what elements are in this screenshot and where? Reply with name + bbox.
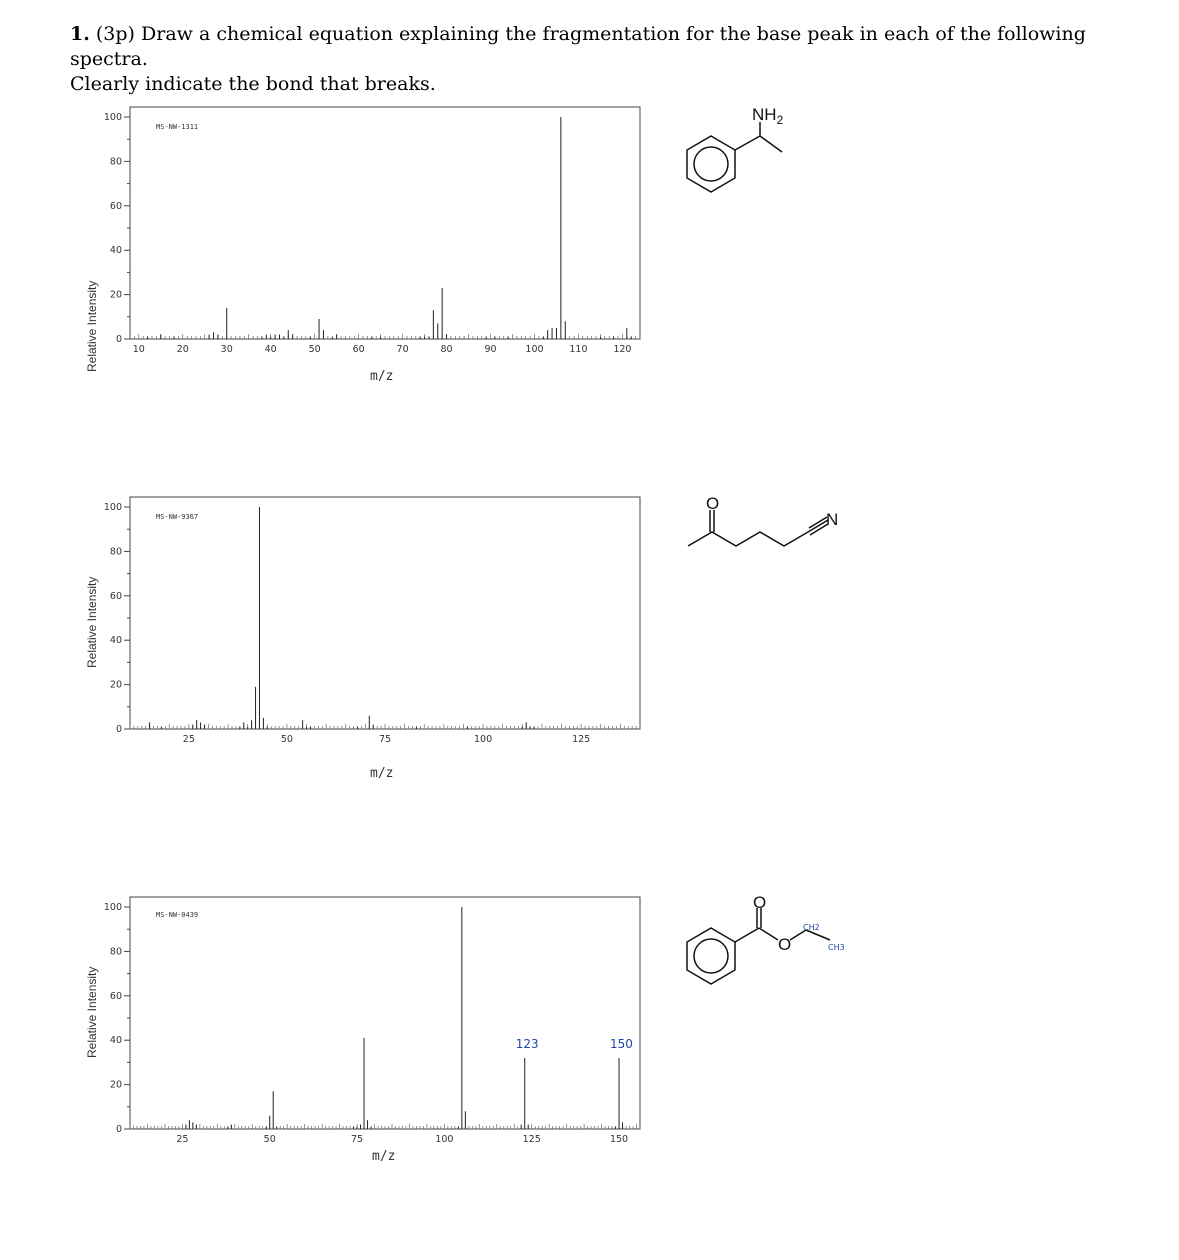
y-tick-label: 80: [109, 546, 122, 558]
question-text: [70, 22, 1150, 97]
spectrum-3-id: MS-NW-0439: [156, 911, 199, 919]
y-tick-label: 20: [109, 1079, 122, 1091]
nitrile-n-label: N: [826, 510, 839, 529]
y-tick-label: 0: [115, 1124, 122, 1135]
x-tick-label: 125: [572, 734, 591, 745]
y-tick-label: 60: [109, 990, 122, 1002]
y-tick-label: 40: [109, 245, 122, 257]
y-tick-label: 0: [115, 334, 122, 345]
spectrum-1-id: MS-NW-1311: [156, 123, 199, 131]
x-tick-label: 50: [280, 734, 293, 745]
question-number: 1.: [70, 23, 90, 45]
x-tick-label: 120: [613, 344, 632, 355]
x-tick-label: 100: [525, 344, 544, 355]
spectrum-3-svg: [0, 890, 700, 1180]
y-tick-label: 100: [103, 902, 122, 913]
x-tick-label: 125: [522, 1134, 541, 1145]
x-tick-label: 150: [609, 1134, 629, 1145]
x-tick-label: 20: [176, 344, 189, 355]
x-tick-label: 70: [396, 344, 409, 355]
x-tick-label: 60: [352, 344, 365, 355]
x-tick-label: 40: [264, 344, 277, 355]
question-points: (3p): [95, 23, 135, 45]
x-tick-label: 25: [176, 1134, 189, 1145]
spectrum-2: [0, 490, 700, 860]
spectrum-2-id: MS-NW-9367: [156, 513, 199, 521]
plot-frame: [130, 897, 640, 1129]
ch2-handwritten: CH2: [803, 923, 820, 932]
spectrum-2-ylabel: Relative Intensity: [85, 576, 99, 668]
y-tick-label: 60: [109, 200, 122, 212]
amine-label: $NH_2$: [752, 105, 784, 127]
spectrum-3-xlabel: m/z: [372, 1149, 396, 1164]
annotation-123: 123: [515, 1036, 539, 1051]
spectrum-1: [0, 100, 700, 470]
chain-2: [688, 510, 828, 546]
structure-phenylethylamine: [680, 100, 820, 200]
ester-carbonyl-o-label: O: [753, 893, 767, 912]
y-tick-label: 80: [109, 946, 122, 958]
benzene-ring-3: [687, 928, 735, 984]
x-tick-label: 10: [132, 344, 145, 355]
y-tick-label: 0: [115, 724, 122, 735]
x-tick-label: 110: [569, 344, 588, 355]
spectrum-1-svg: [0, 100, 700, 390]
annotation-150: 150: [610, 1036, 633, 1051]
x-tick-label: 80: [440, 344, 453, 355]
spectrum-1-ylabel: Relative Intensity: [85, 280, 99, 372]
x-tick-label: 30: [220, 344, 233, 355]
plot-frame: [130, 497, 640, 729]
y-tick-label: 20: [109, 289, 122, 301]
ester-o-label: O: [778, 935, 792, 954]
x-tick-label: 100: [474, 734, 493, 745]
x-tick-label: 100: [435, 1134, 454, 1145]
question-line1: Draw a chemical equation explaining the fragmentation for the base peak in each of the following spectra.: [70, 23, 1086, 70]
y-tick-label: 40: [109, 1035, 122, 1047]
structure-ethyl-benzoate: [680, 890, 870, 990]
spectrum-1-xlabel: m/z: [370, 369, 394, 384]
y-tick-label: 40: [109, 635, 122, 647]
benzene-ring-1: [687, 136, 735, 192]
side-chain-1: [735, 122, 782, 152]
spectrum-2-xlabel: m/z: [370, 766, 394, 781]
y-tick-label: 20: [109, 679, 122, 691]
question-line2: Clearly indicate the bond that breaks.: [70, 73, 436, 95]
spectrum-3: [0, 890, 700, 1260]
plot-frame: [130, 107, 640, 339]
ketone-o-label: O: [706, 494, 720, 513]
x-tick-label: 25: [182, 734, 195, 745]
spectrum-3-ylabel: Relative Intensity: [85, 966, 99, 1058]
structure-oxohexanenitrile: [680, 490, 850, 560]
ch3-handwritten: CH3: [828, 943, 845, 952]
x-tick-label: 50: [308, 344, 321, 355]
x-tick-label: 50: [263, 1134, 276, 1145]
x-tick-label: 90: [484, 344, 497, 355]
spectrum-2-svg: [0, 490, 700, 780]
x-tick-label: 75: [378, 734, 392, 745]
y-tick-label: 80: [109, 156, 122, 168]
y-tick-label: 100: [103, 112, 122, 123]
y-tick-label: 100: [103, 502, 122, 513]
y-tick-label: 60: [109, 590, 122, 602]
x-tick-label: 75: [351, 1134, 364, 1145]
